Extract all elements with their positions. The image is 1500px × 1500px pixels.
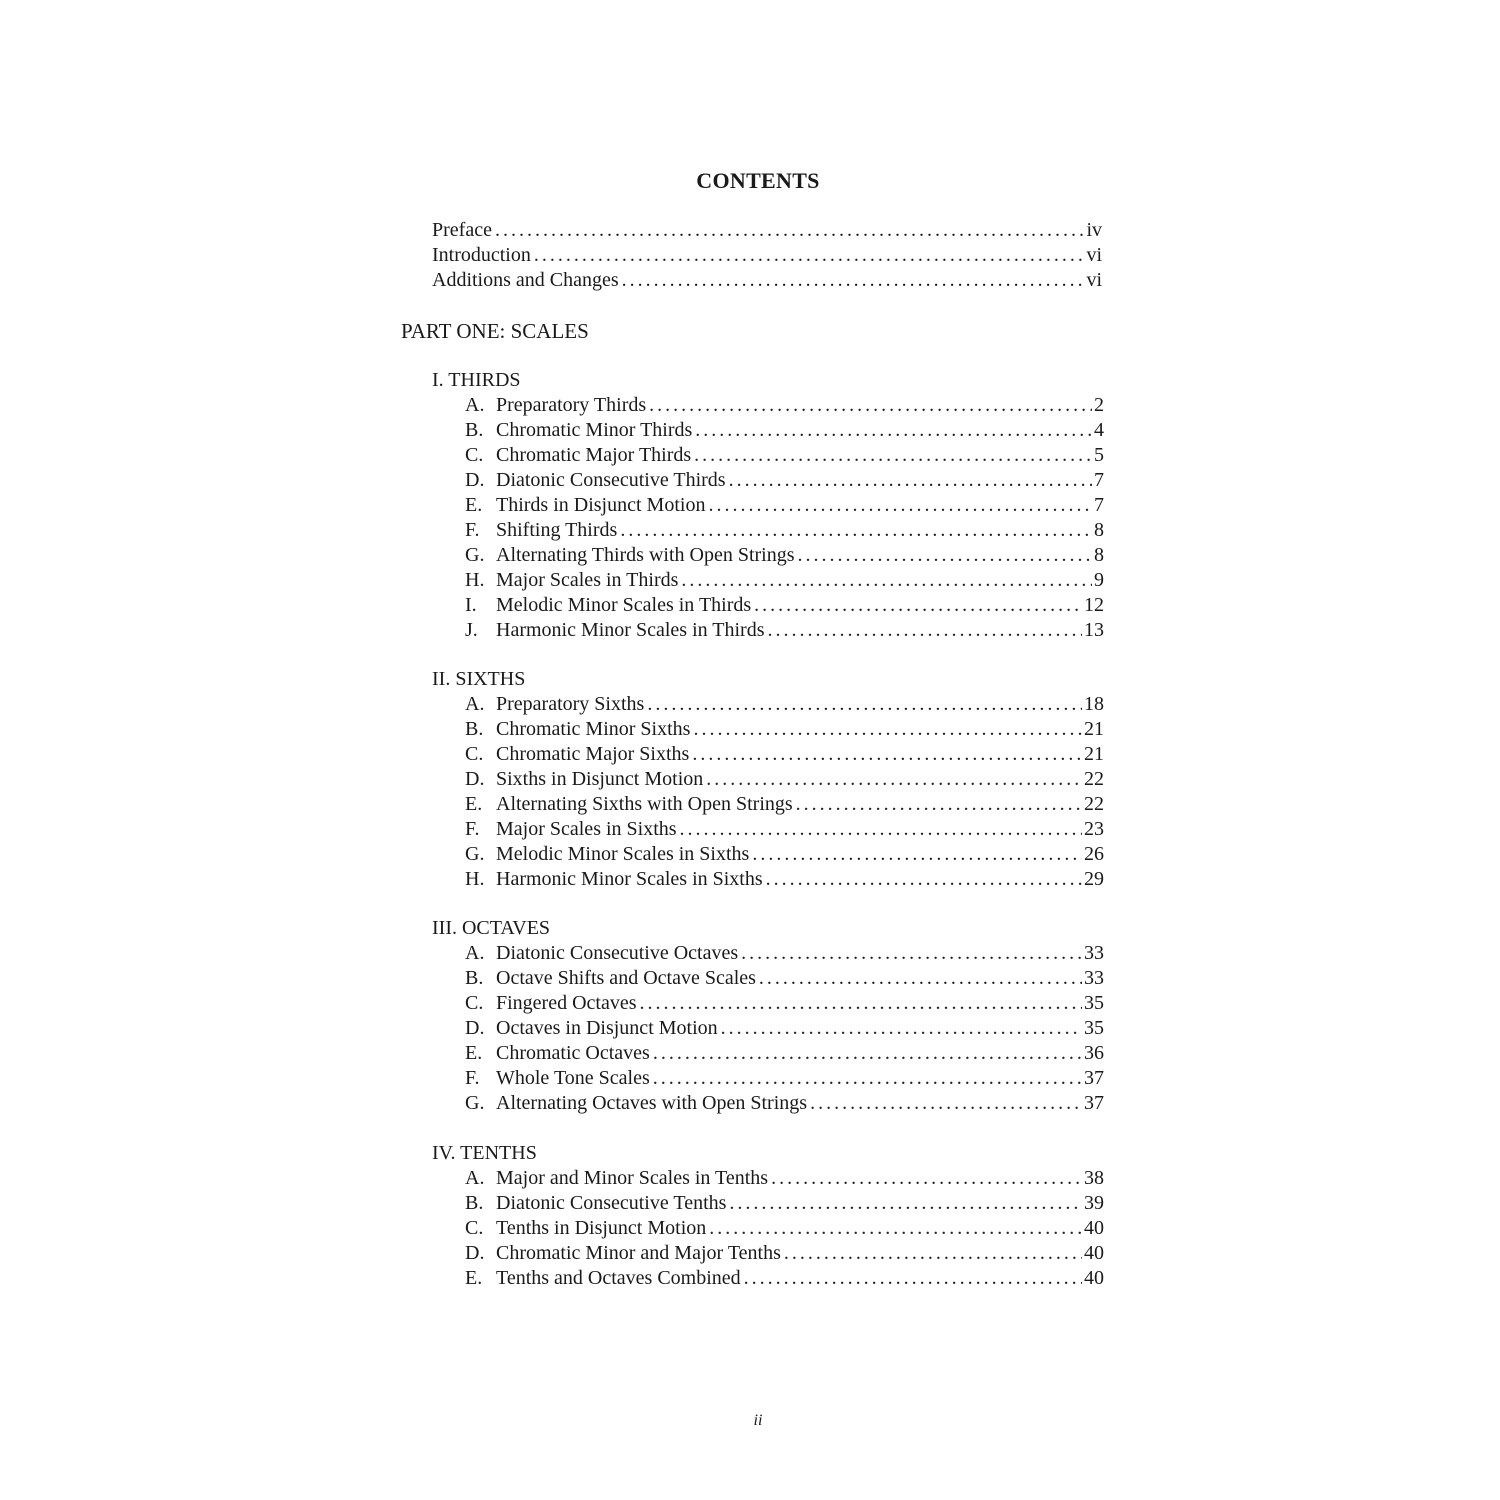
toc-entry-title: Melodic Minor Scales in Sixths — [496, 843, 750, 865]
toc-entry-title: Alternating Sixths with Open Strings — [496, 793, 793, 815]
toc-entry — [465, 1216, 1104, 1241]
toc-entry-label — [465, 692, 644, 717]
toc-entry-title: Chromatic Minor Sixths — [496, 718, 691, 740]
toc-entry-page: 35 — [1084, 992, 1104, 1014]
toc-entry-letter: H. — [465, 868, 485, 890]
dot-leader — [640, 991, 1082, 1016]
toc-entry-title: Major and Minor Scales in Tenths — [496, 1167, 769, 1189]
toc-entry-title: Alternating Octaves with Open Strings — [496, 1092, 808, 1114]
toc-entry-page: 39 — [1084, 1192, 1104, 1214]
toc-entry-title: Harmonic Minor Scales in Sixths — [496, 868, 763, 890]
toc-entry-label — [465, 518, 617, 543]
toc-entry-letter: E. — [465, 1042, 483, 1064]
dot-leader — [798, 543, 1093, 568]
toc-entry — [465, 618, 1104, 643]
toc-entry — [465, 1266, 1104, 1291]
dot-leader — [744, 1266, 1082, 1291]
toc-entry-page: iv — [1086, 219, 1102, 241]
toc-entry-page: 40 — [1084, 1267, 1104, 1289]
toc-entry-label — [465, 966, 756, 991]
dot-leader — [741, 941, 1082, 966]
toc-entry — [465, 1191, 1104, 1216]
toc-entry-page: 18 — [1084, 693, 1104, 715]
toc-entry-label — [465, 1191, 726, 1216]
toc-entry-title: Chromatic Major Sixths — [496, 743, 690, 765]
toc-entry-letter: G. — [465, 544, 485, 566]
toc-entry — [465, 393, 1104, 418]
toc-entry-label — [465, 393, 646, 418]
toc-entry-page: 33 — [1084, 942, 1104, 964]
toc-entry-letter: G. — [465, 1092, 485, 1114]
toc-entry-title: Chromatic Octaves — [496, 1042, 650, 1064]
toc-entry-label: Preface — [432, 219, 492, 241]
toc-entry-title: Major Scales in Sixths — [496, 818, 677, 840]
toc-entry — [465, 1166, 1104, 1191]
dot-leader — [729, 468, 1092, 493]
dot-leader — [653, 1066, 1082, 1091]
toc-entry-label — [465, 418, 692, 443]
toc-entry — [465, 593, 1104, 618]
toc-entry-letter: E. — [465, 793, 483, 815]
dot-leader — [495, 218, 1084, 243]
toc-entry-letter: F. — [465, 1067, 480, 1089]
toc-entry-label — [465, 817, 677, 842]
toc-entry-page: 36 — [1084, 1042, 1104, 1064]
dot-leader — [708, 493, 1092, 518]
toc-entry-additions — [432, 268, 1102, 293]
toc-entry — [465, 518, 1104, 543]
toc-entry-title: Harmonic Minor Scales in Thirds — [496, 619, 765, 641]
dot-leader — [693, 717, 1082, 742]
toc-entry-letter: D. — [465, 469, 485, 491]
dot-leader — [709, 1216, 1082, 1241]
chapter-thirds — [432, 368, 1104, 643]
toc-entry-letter: C. — [465, 444, 484, 466]
toc-entry-letter: C. — [465, 743, 484, 765]
toc-entry-label — [465, 867, 763, 892]
dot-leader — [784, 1241, 1082, 1266]
toc-entry-label — [465, 593, 751, 618]
toc-entry-page: 33 — [1084, 967, 1104, 989]
toc-entry — [465, 817, 1104, 842]
chapter-item-list — [465, 692, 1104, 892]
toc-entry-letter: D. — [465, 1242, 485, 1264]
toc-entry — [465, 966, 1104, 991]
toc-entry-letter: C. — [465, 992, 484, 1014]
toc-entry-label — [465, 792, 793, 817]
toc-entry-title: Chromatic Minor and Major Tenths — [496, 1242, 781, 1264]
toc-entry-page: 35 — [1084, 1017, 1104, 1039]
toc-entry-page: 2 — [1094, 394, 1104, 416]
toc-entry — [465, 991, 1104, 1016]
toc-entry-title: Tenths in Disjunct Motion — [496, 1217, 707, 1239]
chapter-heading: III. OCTAVES — [432, 917, 551, 939]
toc-entry-label — [465, 1041, 650, 1066]
toc-entry-title: Preparatory Sixths — [496, 693, 645, 715]
toc-entry — [465, 767, 1104, 792]
toc-entry-label: Additions and Changes — [432, 269, 619, 291]
dot-leader — [647, 692, 1082, 717]
chapter-octaves — [432, 916, 1104, 1116]
toc-entry — [465, 941, 1104, 966]
toc-entry-label — [465, 1016, 718, 1041]
dot-leader — [767, 618, 1082, 643]
dot-leader — [620, 518, 1092, 543]
toc-entry-page: 4 — [1094, 419, 1104, 441]
part-heading: PART ONE: SCALES — [401, 319, 589, 343]
toc-entry-title: Octaves in Disjunct Motion — [496, 1017, 718, 1039]
toc-entry-letter: B. — [465, 419, 484, 441]
toc-entry-page: 21 — [1084, 743, 1104, 765]
dot-leader — [680, 817, 1082, 842]
toc-entry-label — [465, 767, 703, 792]
chapter-item-list — [465, 393, 1104, 643]
toc-entry-page: 12 — [1084, 594, 1104, 616]
dot-leader — [681, 568, 1092, 593]
dot-leader — [759, 966, 1082, 991]
dot-leader — [534, 243, 1085, 268]
toc-entry-title: Diatonic Consecutive Thirds — [496, 469, 726, 491]
dot-leader — [695, 418, 1092, 443]
toc-entry-label — [465, 568, 678, 593]
dot-leader — [729, 1191, 1082, 1216]
toc-entry-title: Chromatic Minor Thirds — [496, 419, 693, 441]
dot-leader — [721, 1016, 1082, 1041]
toc-entry-letter: A. — [465, 1167, 485, 1189]
dot-leader — [766, 867, 1082, 892]
toc-entry-letter: J. — [465, 619, 478, 641]
toc-entry-title: Tenths and Octaves Combined — [496, 1267, 741, 1289]
toc-entry-label — [465, 842, 749, 867]
toc-entry-letter: B. — [465, 967, 484, 989]
toc-entry-preface — [432, 218, 1102, 243]
dot-leader — [754, 593, 1082, 618]
toc-entry-label — [465, 1091, 807, 1116]
dot-leader — [653, 1041, 1082, 1066]
dot-leader — [752, 842, 1082, 867]
toc-entry — [465, 1091, 1104, 1116]
toc-entry — [465, 568, 1104, 593]
toc-entry-title: Fingered Octaves — [496, 992, 637, 1014]
toc-entry-page: 38 — [1084, 1167, 1104, 1189]
toc-entry-letter: F. — [465, 818, 480, 840]
toc-entry-label — [465, 1216, 706, 1241]
toc-entry — [465, 792, 1104, 817]
toc-entry-letter: C. — [465, 1217, 484, 1239]
chapter-heading: I. THIRDS — [432, 369, 521, 391]
toc-entry-page: 8 — [1094, 544, 1104, 566]
toc-entry-letter: B. — [465, 1192, 484, 1214]
toc-entry-page: 37 — [1084, 1067, 1104, 1089]
toc-entry-page: 26 — [1084, 843, 1104, 865]
page-title: CONTENTS — [696, 168, 820, 193]
toc-entry-label — [465, 742, 689, 767]
toc-entry-label — [465, 1166, 768, 1191]
toc-entry-page: 22 — [1084, 768, 1104, 790]
toc-entry-page: 23 — [1084, 818, 1104, 840]
toc-entry-label — [465, 543, 795, 568]
toc-entry-page: 37 — [1084, 1092, 1104, 1114]
dot-leader — [771, 1166, 1082, 1191]
dot-leader — [706, 767, 1082, 792]
page-number: ii — [753, 1412, 763, 1429]
toc-entry — [465, 842, 1104, 867]
chapter-item-list — [465, 941, 1104, 1116]
toc-entry — [465, 692, 1104, 717]
toc-entry-label: Introduction — [432, 244, 531, 266]
chapter-tenths — [432, 1141, 1104, 1291]
chapter-sixths — [432, 667, 1104, 892]
toc-entry — [465, 443, 1104, 468]
toc-entry — [465, 493, 1104, 518]
dot-leader — [622, 268, 1085, 293]
dot-leader — [796, 792, 1082, 817]
toc-entry-label — [465, 991, 637, 1016]
toc-entry-title: Sixths in Disjunct Motion — [496, 768, 704, 790]
toc-entry-letter: F. — [465, 519, 480, 541]
toc-entry-label — [465, 1241, 781, 1266]
toc-entry-title: Chromatic Major Thirds — [496, 444, 692, 466]
toc-entry-letter: D. — [465, 768, 485, 790]
dot-leader — [649, 393, 1092, 418]
toc-entry-letter: D. — [465, 1017, 485, 1039]
toc-entry-page: 9 — [1094, 569, 1104, 591]
toc-entry-title: Alternating Thirds with Open Strings — [496, 544, 795, 566]
toc-entry-page: vi — [1086, 244, 1102, 266]
toc-entry-letter: I. — [465, 594, 477, 616]
toc-entry-page: 29 — [1084, 868, 1104, 890]
dot-leader — [692, 742, 1082, 767]
toc-entry-letter: B. — [465, 718, 484, 740]
toc-entry-label — [465, 468, 726, 493]
toc-entry-label — [465, 1266, 741, 1291]
toc-entry — [465, 1041, 1104, 1066]
toc-entry-page: 21 — [1084, 718, 1104, 740]
toc-entry-label — [465, 1066, 650, 1091]
toc-entry — [465, 543, 1104, 568]
toc-entry-label — [465, 618, 764, 643]
toc-entry-page: 40 — [1084, 1217, 1104, 1239]
toc-entry-label — [465, 941, 738, 966]
toc-entry-title: Diatonic Consecutive Tenths — [496, 1192, 727, 1214]
toc-entry-letter: A. — [465, 693, 485, 715]
toc-entry-letter: E. — [465, 1267, 483, 1289]
toc-entry-title: Melodic Minor Scales in Thirds — [496, 594, 752, 616]
toc-entry-title: Major Scales in Thirds — [496, 569, 679, 591]
toc-entry-page: 5 — [1094, 444, 1104, 466]
toc-entry-label — [465, 493, 705, 518]
toc-entry-label — [465, 717, 690, 742]
toc-entry — [465, 1016, 1104, 1041]
toc-entry-page: 7 — [1094, 469, 1104, 491]
toc-entry-title: Thirds in Disjunct Motion — [496, 494, 706, 516]
toc-entry-letter: A. — [465, 394, 485, 416]
toc-entry-title: Preparatory Thirds — [496, 394, 647, 416]
toc-entry-title: Diatonic Consecutive Octaves — [496, 942, 739, 964]
toc-entry — [465, 717, 1104, 742]
toc-entry-page: 8 — [1094, 519, 1104, 541]
toc-entry-title: Octave Shifts and Octave Scales — [496, 967, 756, 989]
front-matter-list — [432, 218, 1102, 293]
toc-entry-letter: E. — [465, 494, 483, 516]
toc-entry — [465, 1066, 1104, 1091]
chapter-item-list — [465, 1166, 1104, 1291]
toc-entry-title: Whole Tone Scales — [496, 1067, 650, 1089]
toc-entry-title: Shifting Thirds — [496, 519, 618, 541]
toc-entry — [465, 418, 1104, 443]
toc-entry — [465, 468, 1104, 493]
toc-entry-page: 7 — [1094, 494, 1104, 516]
toc-entry-page: 13 — [1084, 619, 1104, 641]
chapter-heading: II. SIXTHS — [432, 668, 526, 690]
toc-entry — [465, 742, 1104, 767]
toc-entry-introduction — [432, 243, 1102, 268]
toc-entry-page: 22 — [1084, 793, 1104, 815]
toc-entry-page: vi — [1086, 269, 1102, 291]
toc-entry-letter: G. — [465, 843, 485, 865]
toc-entry-letter: A. — [465, 942, 485, 964]
chapter-heading: IV. TENTHS — [432, 1142, 537, 1164]
toc-entry — [465, 867, 1104, 892]
toc-entry-page: 40 — [1084, 1242, 1104, 1264]
dot-leader — [694, 443, 1092, 468]
toc-entry — [465, 1241, 1104, 1266]
toc-entry-label — [465, 443, 691, 468]
dot-leader — [810, 1091, 1082, 1116]
toc-entry-letter: H. — [465, 569, 485, 591]
